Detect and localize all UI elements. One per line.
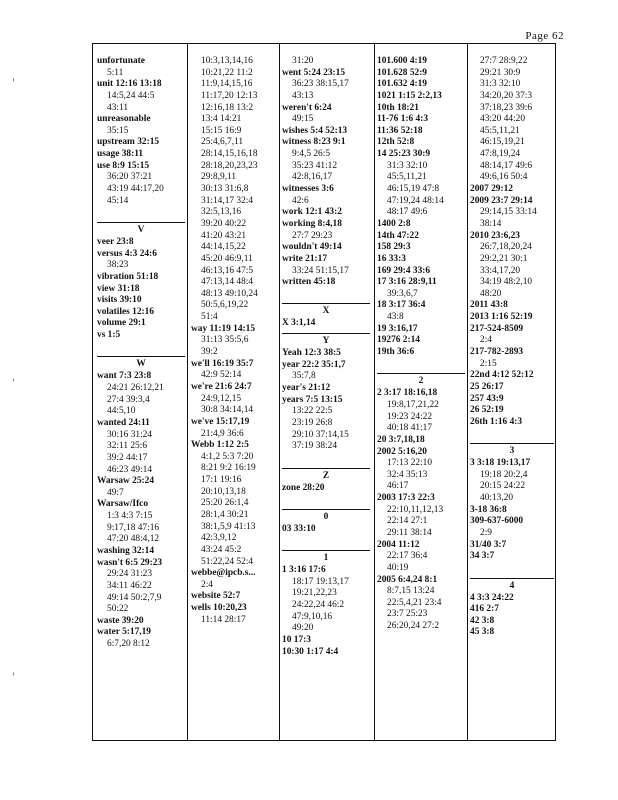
index-entry-continuation: 39:3,6,7 bbox=[387, 288, 418, 299]
index-entry-continuation: 34:20,20 37:3 bbox=[480, 90, 533, 101]
index-entry: use 8:9 15:15 bbox=[97, 160, 150, 171]
index-entry-continuation: 42:8,16,17 bbox=[292, 172, 333, 183]
index-entry-continuation: 48:20 bbox=[480, 288, 502, 299]
index-entry: year's 21:12 bbox=[282, 383, 331, 394]
index-entry: 20 3:7,18,18 bbox=[377, 434, 425, 445]
index-entry-continuation: 38:1,5,9 41:13 bbox=[201, 521, 256, 532]
index-entry: 257 43:9 bbox=[470, 393, 504, 404]
word-index-table bbox=[92, 43, 556, 741]
index-entry-continuation: 2:9 bbox=[480, 527, 492, 538]
index-entry-continuation: 30:16 31:24 bbox=[107, 429, 153, 440]
index-column-1 bbox=[97, 56, 185, 740]
index-entry-continuation: 30:8 34:14,14 bbox=[201, 405, 254, 416]
index-entry-continuation: 40:18 41:17 bbox=[387, 423, 433, 434]
spacer bbox=[470, 429, 554, 441]
index-entry: website 52:7 bbox=[191, 591, 241, 602]
index-entry: 11:36 52:18 bbox=[377, 125, 423, 136]
index-entry-continuation: 23:19 26:8 bbox=[292, 417, 333, 428]
index-entry: 2004 11:12 bbox=[377, 539, 420, 550]
index-entry: way 11:19 14:15 bbox=[191, 323, 256, 334]
section-letter-heading: 3 bbox=[470, 443, 554, 458]
index-entry-continuation: 48:13 49:10,24 bbox=[201, 288, 258, 299]
index-entry: we'll 16:19 35:7 bbox=[191, 358, 254, 369]
index-entry-continuation: 4:1,2 5:3 7:20 bbox=[201, 451, 254, 462]
index-entry-continuation: 10:3,13,14,16 bbox=[201, 56, 253, 66]
section-letter-heading: Y bbox=[282, 333, 370, 348]
index-entry: washing 32:14 bbox=[97, 545, 155, 556]
index-entry-continuation: 17:1 19:16 bbox=[201, 475, 242, 486]
index-entry-continuation: 21:4,9 36:6 bbox=[201, 428, 244, 439]
index-entry-continuation: 46:15,19 47:8 bbox=[387, 184, 440, 195]
index-entry: Yeah 12:3 38:5 bbox=[282, 348, 341, 359]
index-entry-continuation: 49:7 bbox=[107, 487, 124, 498]
index-entry-continuation: 48:14,17 49:6 bbox=[480, 160, 533, 171]
index-entry-continuation: 42:3,9,12 bbox=[201, 533, 237, 544]
index-entry-continuation: 29:14,15 33:14 bbox=[480, 207, 537, 218]
index-entry: 1400 2:8 bbox=[377, 218, 411, 229]
index-entry-continuation: 47:8,19,24 bbox=[480, 149, 521, 160]
index-entry-continuation: 29:8,9,11 bbox=[201, 172, 237, 183]
index-entry-continuation: 2:4 bbox=[480, 335, 492, 346]
index-entry-continuation: 1:3 4:3 7:15 bbox=[107, 511, 153, 522]
index-entry-continuation: 19:21,22,23 bbox=[292, 588, 337, 599]
index-entry: wanted 24:11 bbox=[97, 417, 150, 428]
index-entry-continuation: 27:4 39:3,4 bbox=[107, 394, 150, 405]
index-entry-continuation: 42:9 52:14 bbox=[201, 370, 242, 381]
index-entry: years 7:5 13:15 bbox=[282, 394, 343, 405]
index-entry: 18 3:17 36:4 bbox=[377, 300, 426, 311]
spacer bbox=[282, 494, 370, 506]
index-entry: Webb 1:12 2:5 bbox=[191, 440, 249, 451]
index-column-5 bbox=[470, 56, 554, 740]
spacer bbox=[377, 359, 465, 371]
index-entry-continuation: 28:1,4 30:21 bbox=[201, 509, 249, 520]
index-entry: written 45:18 bbox=[282, 277, 336, 288]
spacer bbox=[470, 563, 554, 575]
index-entry: X 3:1,14 bbox=[282, 318, 316, 329]
index-entry-continuation: 38:23 bbox=[107, 260, 129, 271]
index-entry: veer 23:8 bbox=[97, 236, 134, 247]
index-entry-continuation: 8:7,15 13:24 bbox=[387, 586, 435, 597]
index-entry-continuation: 39:20 40:22 bbox=[201, 218, 247, 229]
index-entry: usage 38:11 bbox=[97, 149, 144, 160]
index-entry-continuation: 11:14 28:17 bbox=[201, 614, 246, 625]
index-entry: witnesses 3:6 bbox=[282, 184, 334, 195]
page-label: Page 62 bbox=[525, 30, 564, 42]
index-entry: 2003 17:3 22:3 bbox=[377, 493, 435, 504]
index-entry: wishes 5:4 52:13 bbox=[282, 125, 348, 136]
index-entry: 42 3:8 bbox=[470, 615, 495, 626]
index-entry: 10 17:3 bbox=[282, 634, 311, 645]
index-entry-continuation: 20:10,13,18 bbox=[201, 486, 246, 497]
index-entry-continuation: 43:11 bbox=[107, 102, 129, 113]
index-entry-continuation: 45:5,11,21 bbox=[387, 172, 427, 183]
index-entry-continuation: 35:23 41:12 bbox=[292, 160, 338, 171]
index-entry-continuation: 50:22 bbox=[107, 604, 129, 615]
index-entry-continuation: 51:4 bbox=[201, 312, 218, 323]
index-entry-continuation: 43:19 44:17,20 bbox=[107, 184, 164, 195]
index-entry: 416 2:7 bbox=[470, 604, 499, 615]
spacer bbox=[282, 453, 370, 465]
index-entry: 2013 1:16 52:19 bbox=[470, 312, 533, 323]
index-entry-continuation: 44:14,15,22 bbox=[201, 242, 246, 253]
index-entry: 217-524-8509 bbox=[470, 323, 524, 334]
index-entry: 45 3:8 bbox=[470, 627, 495, 638]
index-entry-continuation: 2:4 bbox=[201, 579, 213, 590]
index-entry: zone 28:20 bbox=[282, 482, 325, 493]
index-entry-continuation: 17:13 22:10 bbox=[387, 458, 433, 469]
index-entry: 3-18 36:8 bbox=[470, 504, 507, 515]
index-entry: webbe@ipcb.s... bbox=[191, 568, 256, 579]
index-entry-continuation: 22:14 27:1 bbox=[387, 516, 428, 527]
section-letter-heading: X bbox=[282, 303, 370, 318]
column-divider bbox=[187, 44, 188, 740]
index-entry-continuation: 20:15 24:22 bbox=[480, 481, 526, 492]
index-entry: 169 29:4 33:6 bbox=[377, 265, 431, 276]
index-entry-continuation: 33:4,17,20 bbox=[480, 265, 521, 276]
index-entry-continuation: 40:19 bbox=[387, 562, 409, 573]
index-entry: 1021 1:15 2:2,13 bbox=[377, 90, 442, 101]
index-entry-continuation: 24:9,12,15 bbox=[201, 393, 242, 404]
index-entry: unfortunate bbox=[97, 56, 145, 66]
index-entry-continuation: 37:19 38:24 bbox=[292, 441, 338, 452]
spacer bbox=[97, 207, 185, 219]
index-entry-continuation: 32:4 35:13 bbox=[387, 469, 428, 480]
index-entry-continuation: 45:14 bbox=[107, 195, 129, 206]
index-entry-continuation: 32:5,13,16 bbox=[201, 207, 242, 218]
index-entry-continuation: 25:20 26:1,4 bbox=[201, 498, 249, 509]
index-entry-continuation: 31:20 bbox=[292, 56, 314, 66]
index-entry: want 7:3 23:8 bbox=[97, 371, 152, 382]
index-entry: year 22:2 35:1,7 bbox=[282, 359, 346, 370]
index-entry-continuation: 26:7,18,20,24 bbox=[480, 242, 532, 253]
index-entry: 25 26:17 bbox=[470, 381, 504, 392]
index-entry: write 21:17 bbox=[282, 253, 328, 264]
index-entry: versus 4:3 24:6 bbox=[97, 248, 157, 259]
index-entry-continuation: 8:21 9:2 16:19 bbox=[201, 463, 256, 474]
index-entry-continuation: 47:9,10,16 bbox=[292, 611, 333, 622]
index-entry-continuation: 24:21 26:12,21 bbox=[107, 383, 164, 394]
index-entry: vibration 51:18 bbox=[97, 271, 159, 282]
index-entry-continuation: 19:23 24:22 bbox=[387, 411, 433, 422]
index-entry-continuation: 22:10,11,12,13 bbox=[387, 504, 444, 515]
index-entry-continuation: 26:20,24 27:2 bbox=[387, 621, 440, 632]
index-entry: 4 3:3 24:22 bbox=[470, 592, 514, 603]
index-entry: we're 21:6 24:7 bbox=[191, 381, 252, 392]
index-entry: 03 33:10 bbox=[282, 523, 316, 534]
index-entry-continuation: 49:6,16 50:4 bbox=[480, 172, 528, 183]
index-entry-continuation: 28:18,20,23,23 bbox=[201, 160, 258, 171]
index-entry: 14 25:23 30:9 bbox=[377, 149, 431, 160]
index-entry: 12th 52:8 bbox=[377, 137, 415, 148]
index-entry-continuation: 48:17 49:6 bbox=[387, 207, 428, 218]
index-entry: 3 3:18 19:13,17 bbox=[470, 458, 531, 469]
index-entry-continuation: 15:15 16:9 bbox=[201, 125, 242, 136]
index-column-2 bbox=[191, 56, 277, 740]
index-entry: 19th 36:6 bbox=[377, 347, 415, 358]
margin-tick-mark: ' bbox=[12, 672, 15, 683]
index-entry-continuation: 31:3 32:10 bbox=[387, 160, 428, 171]
index-entry-continuation: 47:13,14 48:4 bbox=[201, 277, 254, 288]
index-entry-continuation: 31:13 35:5,6 bbox=[201, 335, 249, 346]
index-entry-continuation: 29:24 31:23 bbox=[107, 569, 153, 580]
spacer bbox=[282, 535, 370, 547]
index-entry: 2011 43:8 bbox=[470, 300, 508, 311]
index-entry-continuation: 13:22 22:5 bbox=[292, 406, 333, 417]
index-entry: unit 12:16 13:18 bbox=[97, 79, 162, 90]
index-entry: wouldn't 49:14 bbox=[282, 242, 342, 253]
index-entry: volatiles 12:16 bbox=[97, 306, 155, 317]
index-entry: view 31:18 bbox=[97, 283, 140, 294]
index-column-4 bbox=[377, 56, 465, 740]
section-letter-heading: 1 bbox=[282, 550, 370, 565]
index-entry-continuation: 31:3 32:10 bbox=[480, 79, 521, 90]
index-entry-continuation: 29:2,21 30:1 bbox=[480, 253, 528, 264]
index-entry-continuation: 39:2 bbox=[201, 347, 218, 358]
index-entry: 19276 2:14 bbox=[377, 335, 420, 346]
index-entry-continuation: 39:2 44:17 bbox=[107, 452, 148, 463]
index-entry: Warsaw/Ifco bbox=[97, 499, 149, 510]
index-entry: 10:30 1:17 4:4 bbox=[282, 646, 339, 657]
section-letter-heading: W bbox=[97, 356, 185, 371]
index-entry: 26th 1:16 4:3 bbox=[470, 416, 523, 427]
index-entry-continuation: 22:5,4,21 23:4 bbox=[387, 597, 442, 608]
index-entry-continuation: 35:15 bbox=[107, 125, 129, 136]
index-entry-continuation: 42:6 bbox=[292, 195, 309, 206]
index-entry-continuation: 6:7,20 8:12 bbox=[107, 639, 150, 650]
section-letter-heading: 2 bbox=[377, 373, 465, 388]
index-entry-continuation: 9:17,18 47:16 bbox=[107, 522, 160, 533]
index-entry: 2002 5:16,20 bbox=[377, 446, 427, 457]
index-entry-continuation: 50:5,6,19,22 bbox=[201, 300, 249, 311]
index-entry-continuation: 19:8,17,21,22 bbox=[387, 399, 439, 410]
index-entry-continuation: 29:10 37:14,15 bbox=[292, 429, 349, 440]
index-entry-continuation: 47:20 48:4,12 bbox=[107, 534, 160, 545]
index-entry: 217-782-2893 bbox=[470, 347, 524, 358]
index-entry-continuation: 27:7 29:23 bbox=[292, 230, 333, 241]
index-entry-continuation: 11:9,14,15,16 bbox=[201, 79, 253, 90]
index-entry-continuation: 49:15 bbox=[292, 114, 314, 125]
index-entry-continuation: 34:11 46:22 bbox=[107, 580, 152, 591]
index-entry-continuation: 34:19 48:2,10 bbox=[480, 277, 533, 288]
index-entry-continuation: 24:22,24 46:2 bbox=[292, 599, 345, 610]
index-entry: 309-637-6000 bbox=[470, 516, 524, 527]
index-entry: 2 3:17 18:16,18 bbox=[377, 388, 438, 399]
index-entry-continuation: 46:13,16 47:5 bbox=[201, 265, 254, 276]
index-entry-continuation: 46:17 bbox=[387, 481, 409, 492]
margin-tick-mark: ' bbox=[12, 78, 15, 89]
index-entry-continuation: 5:11 bbox=[107, 67, 124, 78]
index-entry: 22nd 4:12 52:12 bbox=[470, 370, 534, 381]
column-divider bbox=[279, 44, 280, 740]
index-entry: waste 39:20 bbox=[97, 615, 144, 626]
index-entry-continuation: 45:5,11,21 bbox=[480, 125, 520, 136]
index-entry-continuation: 51:22,24 52:4 bbox=[201, 556, 254, 567]
index-entry-continuation: 13:4 14:21 bbox=[201, 114, 242, 125]
spacer bbox=[97, 342, 185, 354]
index-entry-continuation: 11:17,20 12:13 bbox=[201, 90, 258, 101]
column-divider bbox=[374, 44, 375, 740]
index-entry: volume 29:1 bbox=[97, 318, 146, 329]
index-entry-continuation: 49:20 bbox=[292, 623, 314, 634]
index-entry: 16 33:3 bbox=[377, 253, 406, 264]
index-entry-continuation: 37:18,23 39:6 bbox=[480, 102, 533, 113]
index-entry: 2009 23:7 29:14 bbox=[470, 195, 533, 206]
index-entry-continuation: 47:19,24 48:14 bbox=[387, 195, 444, 206]
index-entry-continuation: 35:7,8 bbox=[292, 371, 316, 382]
section-letter-heading: Z bbox=[282, 468, 370, 483]
index-entry-continuation: 27:7 28:9,22 bbox=[480, 56, 528, 66]
index-entry-continuation: 18:17 19:13,17 bbox=[292, 576, 349, 587]
index-entry: Warsaw 25:24 bbox=[97, 476, 155, 487]
index-entry-continuation: 46:23 49:14 bbox=[107, 464, 153, 475]
margin-tick-mark: ' bbox=[12, 378, 15, 389]
index-entry: 31/40 3:7 bbox=[470, 539, 507, 550]
index-entry-continuation: 29:11 38:14 bbox=[387, 527, 432, 538]
index-entry-continuation: 19:18 20:2,4 bbox=[480, 469, 528, 480]
section-letter-heading: V bbox=[97, 222, 185, 237]
index-entry-continuation: 41:20 43:21 bbox=[201, 230, 247, 241]
index-entry-continuation: 29:21 30:9 bbox=[480, 67, 521, 78]
index-entry-continuation: 45:20 46:9,11 bbox=[201, 253, 253, 264]
index-entry-continuation: 43:20 44:20 bbox=[480, 114, 526, 125]
index-entry: unreasonable bbox=[97, 114, 151, 125]
section-letter-heading: 4 bbox=[470, 578, 554, 593]
index-entry-continuation: 43:13 bbox=[292, 90, 314, 101]
index-entry: weren't 6:24 bbox=[282, 102, 332, 113]
index-entry-continuation: 25:4,6,7,11 bbox=[201, 137, 244, 148]
index-entry: 2010 23:6,23 bbox=[470, 230, 520, 241]
index-entry-continuation: 28:14,15,16,18 bbox=[201, 149, 258, 160]
index-entry-continuation: 22:17 36:4 bbox=[387, 551, 428, 562]
index-entry: went 5:24 23:15 bbox=[282, 67, 346, 78]
index-entry: working 8:4,18 bbox=[282, 218, 342, 229]
index-entry-continuation: 36:20 37:21 bbox=[107, 172, 153, 183]
index-entry: 101.600 4:19 bbox=[377, 56, 427, 66]
index-column-3 bbox=[282, 56, 370, 740]
index-entry: witness 8:23 9:1 bbox=[282, 137, 346, 148]
index-entry: 14th 47:22 bbox=[377, 230, 419, 241]
spacer bbox=[282, 289, 370, 301]
index-entry: wells 10:20,23 bbox=[191, 603, 247, 614]
index-entry: 158 29:3 bbox=[377, 242, 411, 253]
index-entry: 17 3:16 28:9,11 bbox=[377, 277, 437, 288]
index-entry: 34 3:7 bbox=[470, 551, 495, 562]
index-entry: we've 15:17,19 bbox=[191, 416, 250, 427]
index-entry: wasn't 6:5 29:23 bbox=[97, 557, 163, 568]
index-entry-continuation: 12:16,18 13:2 bbox=[201, 102, 254, 113]
index-entry-continuation: 2:15 bbox=[480, 358, 497, 369]
index-entry: 11-76 1:6 4:3 bbox=[377, 114, 429, 125]
index-entry-continuation: 46:15,19,21 bbox=[480, 137, 525, 148]
index-entry: 1 3:16 17:6 bbox=[282, 565, 326, 576]
index-entry-continuation: 36:23 38:15,17 bbox=[292, 79, 349, 90]
index-entry: 2007 29:12 bbox=[470, 184, 513, 195]
index-entry: 26 52:19 bbox=[470, 405, 504, 416]
index-entry-continuation: 33:24 51:15,17 bbox=[292, 265, 349, 276]
index-entry-continuation: 30:13 31:6,8 bbox=[201, 184, 249, 195]
index-entry-continuation: 10:21,22 11:2 bbox=[201, 67, 253, 78]
index-entry: water 5:17,19 bbox=[97, 627, 151, 638]
index-entry-continuation: 32:11 25:6 bbox=[107, 441, 148, 452]
index-entry-continuation: 9:4,5 26:5 bbox=[292, 149, 331, 160]
index-entry: 101.628 52:9 bbox=[377, 67, 427, 78]
index-entry: 2005 6:4,24 8:1 bbox=[377, 574, 438, 585]
index-entry-continuation: 40:13,20 bbox=[480, 493, 514, 504]
index-entry-continuation: 31:14,17 32:4 bbox=[201, 195, 254, 206]
index-entry: work 12:1 43:2 bbox=[282, 207, 342, 218]
index-entry-continuation: 14:5,24 44:5 bbox=[107, 90, 155, 101]
index-entry-continuation: 44:5,10 bbox=[107, 406, 136, 417]
index-entry: visits 39:10 bbox=[97, 295, 142, 306]
index-entry: 10th 18:21 bbox=[377, 102, 419, 113]
index-entry-continuation: 43:24 45:2 bbox=[201, 544, 242, 555]
index-entry-continuation: 23:7 25:23 bbox=[387, 609, 428, 620]
index-entry: 19 3:16,17 bbox=[377, 323, 418, 334]
index-entry-continuation: 49:14 50:2,7,9 bbox=[107, 592, 162, 603]
index-entry-continuation: 43:8 bbox=[387, 312, 404, 323]
index-entry: vs 1:5 bbox=[97, 330, 121, 341]
index-entry-continuation: 38:14 bbox=[480, 218, 502, 229]
section-letter-heading: 0 bbox=[282, 509, 370, 524]
column-divider bbox=[467, 44, 468, 740]
index-entry: 101.632 4:19 bbox=[377, 79, 427, 90]
index-entry: upstream 32:15 bbox=[97, 137, 160, 148]
